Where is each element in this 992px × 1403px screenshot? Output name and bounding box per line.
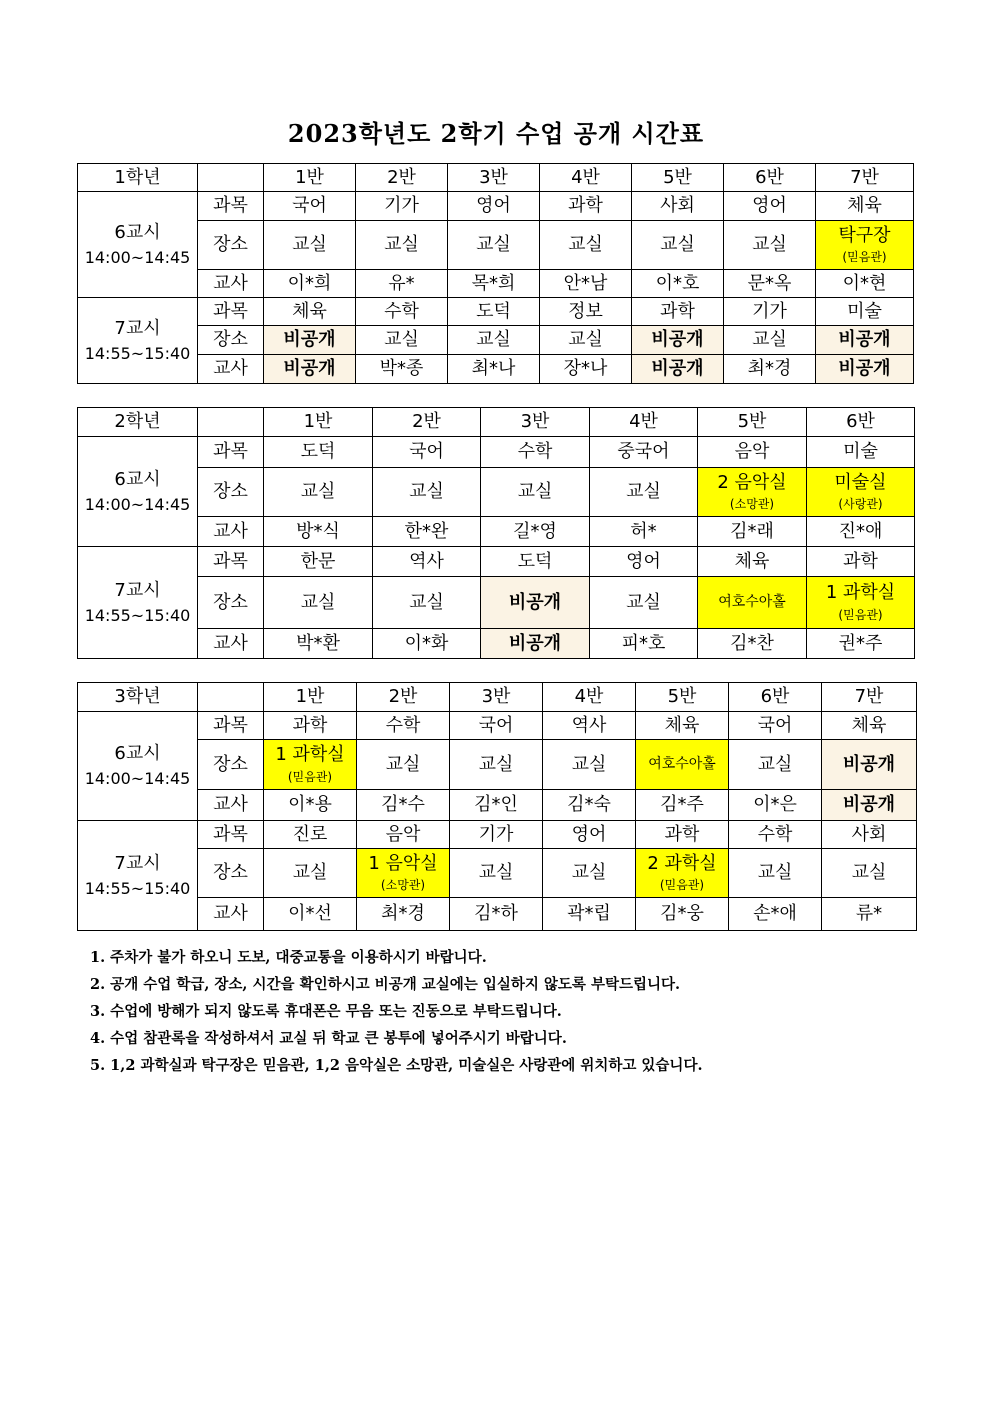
teacher-cell-closed: 비공개 bbox=[632, 355, 724, 384]
place-cell: 교실 bbox=[373, 468, 481, 517]
place-cell: 교실 bbox=[448, 221, 540, 270]
place-name: 1 과학실 bbox=[825, 582, 896, 603]
teacher-cell: 류* bbox=[822, 898, 917, 931]
subject-cell: 영어 bbox=[724, 192, 816, 221]
teacher-cell: 목*희 bbox=[448, 270, 540, 298]
subject-cell: 국어 bbox=[450, 712, 543, 740]
teacher-cell: 김*찬 bbox=[698, 629, 807, 659]
place-cell-closed: 비공개 bbox=[264, 326, 356, 355]
subject-cell: 정보 bbox=[540, 298, 632, 326]
place-building: (믿음관) bbox=[659, 878, 705, 893]
row-label-teacher: 교사 bbox=[198, 270, 264, 298]
subject-cell: 체육 bbox=[264, 298, 356, 326]
teacher-cell: 이*희 bbox=[264, 270, 356, 298]
class-header: 6반 bbox=[724, 164, 816, 192]
place-name: 2 과학실 bbox=[647, 852, 717, 874]
place-building: (믿음관) bbox=[287, 769, 333, 784]
place-cell: 여호수아홀 bbox=[698, 577, 807, 629]
grade-3-timetable bbox=[77, 682, 917, 931]
class-header: 1반 bbox=[264, 408, 373, 437]
subject-cell: 진로 bbox=[264, 821, 357, 849]
period-label: 6교시 bbox=[114, 221, 161, 243]
subject-cell: 수학 bbox=[357, 712, 450, 740]
period-time: 14:55~15:40 bbox=[84, 605, 191, 625]
teacher-cell: 피*호 bbox=[590, 629, 698, 659]
row-label-place: 장소 bbox=[198, 468, 264, 517]
teacher-cell: 김*숙 bbox=[543, 790, 636, 821]
teacher-cell: 이*화 bbox=[373, 629, 481, 659]
period-label: 7교시 bbox=[114, 852, 161, 874]
place-cell: 교실 bbox=[729, 740, 822, 790]
teacher-cell: 이*선 bbox=[264, 898, 357, 931]
place-cell: 교실 bbox=[481, 468, 590, 517]
grade-label: 1학년 bbox=[78, 164, 198, 192]
teacher-cell: 김*수 bbox=[357, 790, 450, 821]
period-label: 6교시 bbox=[114, 743, 161, 765]
place-cell: 교실 bbox=[543, 740, 636, 790]
class-header: 5반 bbox=[632, 164, 724, 192]
place-cell: 교실 bbox=[448, 326, 540, 355]
subject-cell: 영어 bbox=[543, 821, 636, 849]
subject-cell: 도덕 bbox=[264, 437, 373, 468]
place-cell: 교실 bbox=[822, 849, 917, 898]
class-header: 1반 bbox=[264, 164, 356, 192]
teacher-cell: 김*주 bbox=[636, 790, 729, 821]
row-label-subject: 과목 bbox=[198, 712, 264, 740]
class-header: 1반 bbox=[264, 683, 357, 712]
subject-cell: 도덕 bbox=[481, 547, 590, 577]
page-title: 2023학년도 2학기 수업 공개 시간표 bbox=[287, 119, 705, 148]
subject-cell: 도덕 bbox=[448, 298, 540, 326]
subject-cell: 기가 bbox=[356, 192, 448, 221]
place-cell: 교실 bbox=[540, 326, 632, 355]
period-time: 14:55~15:40 bbox=[84, 343, 191, 363]
place-cell-closed: 비공개 bbox=[822, 740, 917, 790]
teacher-cell: 방*식 bbox=[264, 517, 373, 547]
period-cell bbox=[78, 821, 198, 931]
teacher-cell: 최*경 bbox=[357, 898, 450, 931]
subject-cell: 국어 bbox=[373, 437, 481, 468]
period-cell bbox=[78, 547, 198, 659]
place-cell: 교실 bbox=[590, 468, 698, 517]
subject-cell: 수학 bbox=[729, 821, 822, 849]
teacher-cell: 박*환 bbox=[264, 629, 373, 659]
row-label-place: 장소 bbox=[198, 221, 264, 270]
class-header: 2반 bbox=[373, 408, 481, 437]
grade-label: 3학년 bbox=[78, 683, 198, 712]
class-header: 6반 bbox=[807, 408, 915, 437]
place-name: 2 음악실 bbox=[717, 471, 787, 493]
class-header: 4반 bbox=[590, 408, 698, 437]
teacher-cell-closed: 비공개 bbox=[264, 355, 356, 384]
place-cell: 교실 bbox=[356, 221, 448, 270]
place-cell bbox=[807, 577, 915, 629]
row-label-teacher: 교사 bbox=[198, 355, 264, 384]
note-item: 2. 공개 수업 학급, 장소, 시간을 확인하시고 비공개 교실에는 입실하지 않도록 부탁드립니다. bbox=[90, 976, 681, 993]
period-time: 14:00~14:45 bbox=[84, 769, 191, 789]
class-header: 5반 bbox=[698, 408, 807, 437]
row-label-place: 장소 bbox=[198, 326, 264, 355]
place-cell: 교실 bbox=[543, 849, 636, 898]
period-time: 14:00~14:45 bbox=[84, 247, 191, 267]
subject-cell: 역사 bbox=[373, 547, 481, 577]
teacher-cell: 최*나 bbox=[448, 355, 540, 384]
subject-cell: 미술 bbox=[816, 298, 914, 326]
row-label-place: 장소 bbox=[198, 849, 264, 898]
class-header: 3반 bbox=[450, 683, 543, 712]
place-cell bbox=[357, 849, 450, 898]
place-cell: 교실 bbox=[724, 221, 816, 270]
teacher-cell: 손*애 bbox=[729, 898, 822, 931]
place-cell: 교실 bbox=[632, 221, 724, 270]
row-label-subject: 과목 bbox=[198, 821, 264, 849]
place-cell-closed: 비공개 bbox=[481, 577, 590, 629]
class-header: 6반 bbox=[729, 683, 822, 712]
place-cell bbox=[264, 740, 357, 790]
class-header: 4반 bbox=[543, 683, 636, 712]
teacher-cell: 이*호 bbox=[632, 270, 724, 298]
place-cell-closed: 비공개 bbox=[816, 326, 914, 355]
teacher-cell: 김*인 bbox=[450, 790, 543, 821]
place-name: 미술실 bbox=[834, 471, 887, 493]
class-header: 3반 bbox=[448, 164, 540, 192]
teacher-cell: 진*애 bbox=[807, 517, 915, 547]
row-label-place: 장소 bbox=[198, 577, 264, 629]
subject-cell: 과학 bbox=[636, 821, 729, 849]
note-item: 3. 수업에 방해가 되지 않도록 휴대폰은 무음 또는 진동으로 부탁드립니다. bbox=[90, 1003, 562, 1020]
subject-cell: 체육 bbox=[636, 712, 729, 740]
blank-header bbox=[198, 164, 264, 192]
period-time: 14:55~15:40 bbox=[84, 878, 191, 898]
teacher-cell: 장*나 bbox=[540, 355, 632, 384]
grade-2-timetable bbox=[77, 407, 915, 659]
teacher-cell: 문*옥 bbox=[724, 270, 816, 298]
subject-cell: 국어 bbox=[729, 712, 822, 740]
period-label: 7교시 bbox=[114, 317, 161, 339]
teacher-cell: 안*남 bbox=[540, 270, 632, 298]
teacher-cell: 이*은 bbox=[729, 790, 822, 821]
teacher-cell: 이*용 bbox=[264, 790, 357, 821]
place-cell bbox=[636, 849, 729, 898]
teacher-cell-closed: 비공개 bbox=[481, 629, 590, 659]
place-building: (믿음관) bbox=[838, 607, 883, 622]
teacher-cell: 최*경 bbox=[724, 355, 816, 384]
subject-cell: 과학 bbox=[632, 298, 724, 326]
place-cell bbox=[807, 468, 915, 517]
subject-cell: 음악 bbox=[698, 437, 807, 468]
class-header: 2반 bbox=[357, 683, 450, 712]
teacher-cell: 허* bbox=[590, 517, 698, 547]
place-cell: 교실 bbox=[729, 849, 822, 898]
teacher-cell: 길*영 bbox=[481, 517, 590, 547]
subject-cell: 역사 bbox=[543, 712, 636, 740]
place-cell: 교실 bbox=[357, 740, 450, 790]
period-cell bbox=[78, 437, 198, 547]
teacher-cell: 김*웅 bbox=[636, 898, 729, 931]
period-cell bbox=[78, 298, 198, 384]
blank-header bbox=[198, 408, 264, 437]
place-building: (사랑관) bbox=[838, 497, 883, 512]
period-cell bbox=[78, 712, 198, 821]
place-cell: 교실 bbox=[264, 577, 373, 629]
teacher-cell: 곽*립 bbox=[543, 898, 636, 931]
subject-cell: 과학 bbox=[807, 547, 915, 577]
subject-cell: 미술 bbox=[807, 437, 915, 468]
grade-label: 2학년 bbox=[78, 408, 198, 437]
period-time: 14:00~14:45 bbox=[84, 494, 191, 514]
subject-cell: 중국어 bbox=[590, 437, 698, 468]
row-label-subject: 과목 bbox=[198, 298, 264, 326]
row-label-teacher: 교사 bbox=[198, 898, 264, 931]
place-building: (믿음관) bbox=[842, 250, 887, 265]
subject-cell: 체육 bbox=[822, 712, 917, 740]
teacher-cell: 이*현 bbox=[816, 270, 914, 298]
teacher-cell: 박*종 bbox=[356, 355, 448, 384]
teacher-cell: 김*하 bbox=[450, 898, 543, 931]
notes-list bbox=[90, 944, 950, 1079]
class-header: 3반 bbox=[481, 408, 590, 437]
place-building: (소망관) bbox=[729, 497, 775, 512]
subject-cell: 한문 bbox=[264, 547, 373, 577]
place-cell: 교실 bbox=[264, 221, 356, 270]
place-cell bbox=[698, 468, 807, 517]
period-cell bbox=[78, 192, 198, 298]
subject-cell: 영어 bbox=[448, 192, 540, 221]
teacher-cell-closed: 비공개 bbox=[822, 790, 917, 821]
row-label-subject: 과목 bbox=[198, 192, 264, 221]
period-label: 6교시 bbox=[114, 468, 161, 490]
teacher-cell: 권*주 bbox=[807, 629, 915, 659]
row-label-place: 장소 bbox=[198, 740, 264, 790]
subject-cell: 기가 bbox=[450, 821, 543, 849]
row-label-teacher: 교사 bbox=[198, 517, 264, 547]
place-cell bbox=[816, 221, 914, 270]
subject-cell: 과학 bbox=[264, 712, 357, 740]
class-header: 4반 bbox=[540, 164, 632, 192]
row-label-subject: 과목 bbox=[198, 547, 264, 577]
subject-cell: 국어 bbox=[264, 192, 356, 221]
note-item: 4. 수업 참관록을 작성하셔서 교실 뒤 학교 큰 봉투에 넣어주시기 바랍니다. bbox=[90, 1030, 567, 1047]
subject-cell: 체육 bbox=[698, 547, 807, 577]
class-header: 7반 bbox=[816, 164, 914, 192]
note-item: 1. 주차가 불가 하오니 도보, 대중교통을 이용하시기 바랍니다. bbox=[90, 949, 487, 966]
row-label-teacher: 교사 bbox=[198, 790, 264, 821]
teacher-cell-closed: 비공개 bbox=[816, 355, 914, 384]
place-building: (소망관) bbox=[380, 878, 426, 893]
place-cell: 교실 bbox=[264, 468, 373, 517]
place-name: 1 음악실 bbox=[368, 852, 438, 874]
note-item: 5. 1,2 과학실과 탁구장은 믿음관, 1,2 음악실은 소망관, 미술실은 사랑관에 위치하고 있습니다. bbox=[90, 1057, 703, 1074]
subject-cell: 기가 bbox=[724, 298, 816, 326]
subject-cell: 영어 bbox=[590, 547, 698, 577]
row-label-teacher: 교사 bbox=[198, 629, 264, 659]
period-label: 7교시 bbox=[114, 579, 161, 601]
class-header: 7반 bbox=[822, 683, 917, 712]
teacher-cell: 한*완 bbox=[373, 517, 481, 547]
place-cell-closed: 비공개 bbox=[632, 326, 724, 355]
place-name: 탁구장 bbox=[838, 224, 891, 246]
teacher-cell: 유* bbox=[356, 270, 448, 298]
subject-cell: 체육 bbox=[816, 192, 914, 221]
place-cell: 교실 bbox=[450, 849, 543, 898]
place-cell: 교실 bbox=[724, 326, 816, 355]
class-header: 5반 bbox=[636, 683, 729, 712]
subject-cell: 사회 bbox=[822, 821, 917, 849]
blank-header bbox=[198, 683, 264, 712]
subject-cell: 수학 bbox=[481, 437, 590, 468]
subject-cell: 수학 bbox=[356, 298, 448, 326]
grade-1-timetable bbox=[77, 163, 914, 384]
row-label-subject: 과목 bbox=[198, 437, 264, 468]
place-cell: 여호수아홀 bbox=[636, 740, 729, 790]
subject-cell: 과학 bbox=[540, 192, 632, 221]
place-cell: 교실 bbox=[264, 849, 357, 898]
place-cell: 교실 bbox=[356, 326, 448, 355]
place-cell: 교실 bbox=[373, 577, 481, 629]
class-header: 2반 bbox=[356, 164, 448, 192]
subject-cell: 사회 bbox=[632, 192, 724, 221]
place-name: 1 과학실 bbox=[275, 744, 345, 765]
place-cell: 교실 bbox=[540, 221, 632, 270]
place-cell: 교실 bbox=[450, 740, 543, 790]
place-cell: 교실 bbox=[590, 577, 698, 629]
subject-cell: 음악 bbox=[357, 821, 450, 849]
teacher-cell: 김*래 bbox=[698, 517, 807, 547]
